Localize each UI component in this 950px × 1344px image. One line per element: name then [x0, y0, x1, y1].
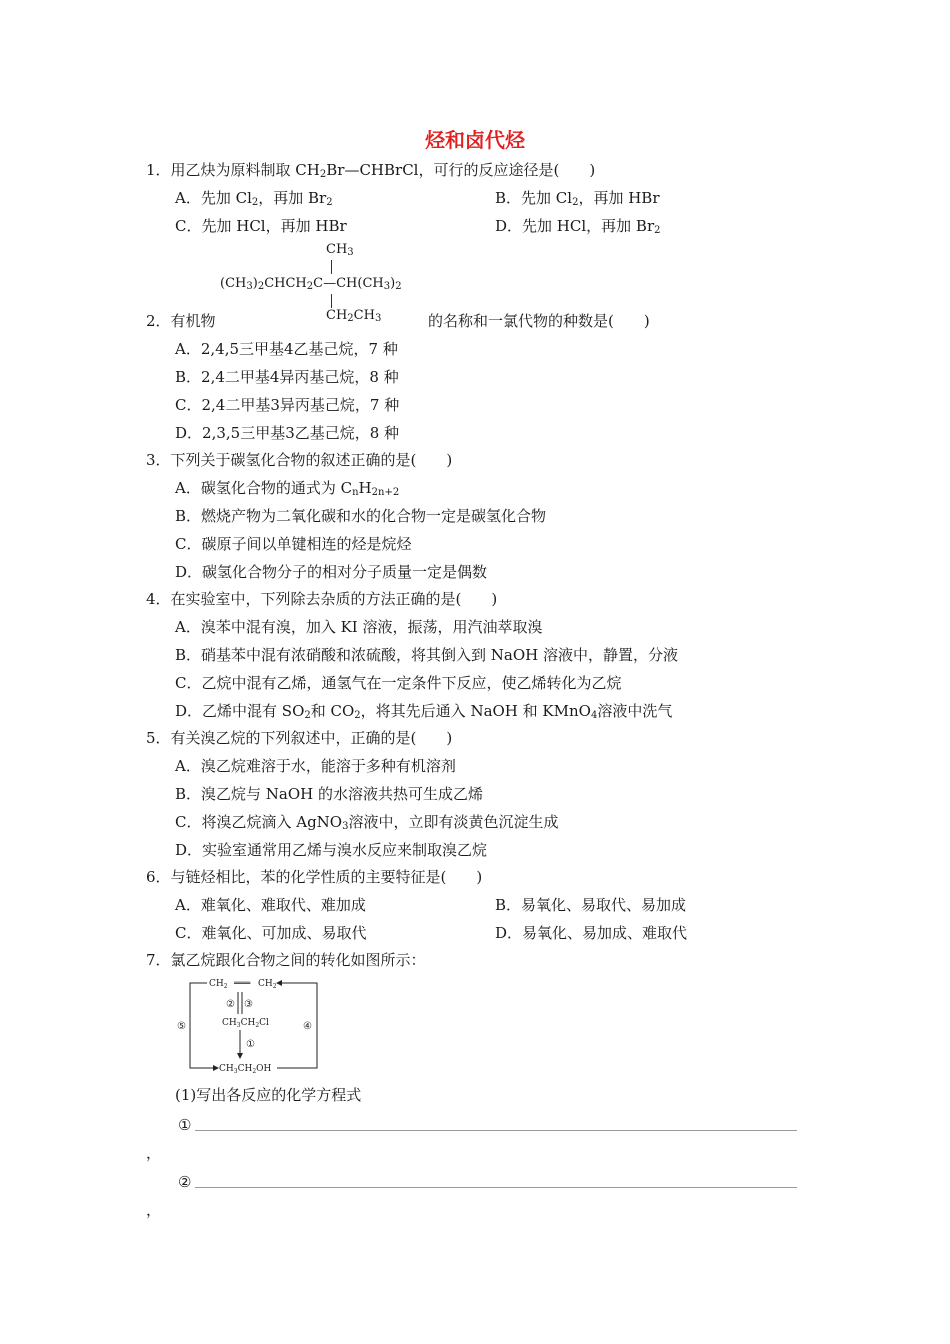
question-2-option-d: D．2,3,5三甲基3乙基己烷，8 种 — [175, 424, 400, 442]
question-3-option-b: B．燃烧产物为二氧化碳和水的化合物一定是碳氢化合物 — [175, 507, 547, 525]
scheme-arrow-1-head — [237, 1053, 243, 1059]
answer-2-comma: ， — [146, 1201, 162, 1219]
question-1-option-c: C．先加 HCl，再加 HBr — [175, 217, 347, 235]
scheme-arrow-5-line — [190, 983, 217, 1068]
scheme-ethene-right: $CH_2$ — [258, 979, 277, 990]
answer-1-comma: ， — [146, 1144, 162, 1162]
question-2-option-c: C．2,4二甲基3异丙基己烷，7 种 — [175, 396, 400, 414]
question-5-stem: 5．有关溴乙烷的下列叙述中，正确的是( ) — [146, 729, 453, 747]
scheme-double-bond: ═══ — [234, 979, 251, 989]
question-4-option-a: A．溴苯中混有溴，加入 KI 溶液，振荡，用汽油萃取溴 — [175, 618, 543, 636]
question-2-option-a: A．2,4,5三甲基4乙基己烷，7 种 — [175, 340, 398, 358]
formula-top-methyl: $CH_3$ — [326, 242, 354, 258]
formula-bond-up — [331, 260, 332, 274]
question-1-option-d: D．先加 HCl，再加 $Br_2$ — [495, 217, 661, 236]
question-2-option-b: B．2,4二甲基4异丙基己烷，8 种 — [175, 368, 399, 386]
scheme-label-5: ⑤ — [177, 1021, 186, 1032]
question-4-stem: 4．在实验室中，下列除去杂质的方法正确的是( ) — [146, 590, 498, 608]
formula-main-chain: $(CH_3)_2CHCH_2C—CH(CH_3)_2$ — [220, 276, 402, 292]
question-7-part-1: (1)写出各反应的化学方程式 — [175, 1086, 362, 1104]
question-6-option-d: D．易氧化、易加成、难取代 — [495, 924, 688, 942]
question-2-stem-end: 的名称和一氯代物的种数是( ) — [428, 312, 650, 330]
scheme-label-3: ③ — [244, 999, 253, 1010]
question-6-option-c: C．难氧化、可加成、易取代 — [175, 924, 367, 942]
page-title: 烃和卤代烃 — [425, 128, 525, 152]
answer-1-label: ① — [178, 1116, 192, 1134]
reaction-scheme-diagram — [172, 974, 322, 1076]
answer-1-blank-line[interactable] — [195, 1129, 797, 1131]
question-5-option-a: A．溴乙烷难溶于水，能溶于多种有机溶剂 — [175, 757, 456, 775]
question-5-option-b: B．溴乙烷与 NaOH 的水溶液共热可生成乙烯 — [175, 785, 484, 803]
question-4-option-b: B．硝基苯中混有浓硝酸和浓硫酸，将其倒入到 NaOH 溶液中，静置，分液 — [175, 646, 679, 664]
structural-formula — [220, 240, 435, 330]
scheme-label-2: ② — [226, 999, 235, 1010]
answer-2-blank-line[interactable] — [195, 1186, 797, 1188]
question-3-stem: 3．下列关于碳氢化合物的叙述正确的是( ) — [146, 451, 453, 469]
question-6-option-b: B．易氧化、易取代、易加成 — [495, 896, 687, 914]
question-4-option-c: C．乙烷中混有乙烯，通氢气在一定条件下反应，使乙烯转化为乙烷 — [175, 674, 622, 692]
question-5-option-c: C．将溴乙烷滴入 AgNO$_3$溶液中，立即有淡黄色沉淀生成 — [175, 813, 559, 832]
question-6-option-a: A．难氧化、难取代、难加成 — [175, 896, 366, 914]
question-6-stem: 6．与链烃相比，苯的化学性质的主要特征是( ) — [146, 868, 483, 886]
question-5-option-d: D．实验室通常用乙烯与溴水反应来制取溴乙烷 — [175, 841, 488, 859]
scheme-chloroethane: $CH_3CH_2Cl$ — [222, 1018, 269, 1029]
question-3-option-c: C．碳原子间以单键相连的烃是烷烃 — [175, 535, 412, 553]
question-7-stem: 7．氯乙烷跟化合物之间的转化如图所示： — [146, 951, 426, 969]
scheme-arrow-4-head — [276, 980, 282, 986]
question-3-option-a: A．碳氢化合物的通式为 $C_nH_{2n+2}$ — [175, 479, 400, 498]
formula-ethyl-branch: $CH_2CH_3$ — [326, 308, 382, 324]
question-1-option-a: A．先加 $Cl_2$，再加 $Br_2$ — [175, 189, 333, 208]
question-1-option-b: B．先加 $Cl_2$，再加 HBr — [495, 189, 660, 208]
scheme-ethanol: $CH_3CH_2OH$ — [219, 1064, 272, 1075]
answer-2-label: ② — [178, 1173, 192, 1191]
question-2-stem-start: 2．有机物 — [146, 312, 216, 330]
formula-bond-down — [331, 294, 332, 308]
question-4-option-d: D．乙烯中混有 $SO_2$和 $CO_2$，将其先后通入 NaOH 和 KMnO$_4$溶液中洗气 — [175, 702, 673, 721]
scheme-label-4: ④ — [303, 1021, 312, 1032]
question-3-option-d: D．碳氢化合物分子的相对分子质量一定是偶数 — [175, 563, 488, 581]
question-1-stem: 1．用乙炔为原料制取 $CH_2Br—CHBrCl$，可行的反应途径是( ) — [146, 161, 596, 180]
scheme-label-1: ① — [246, 1039, 255, 1050]
scheme-ethene-left: $CH_2$ — [209, 979, 228, 990]
